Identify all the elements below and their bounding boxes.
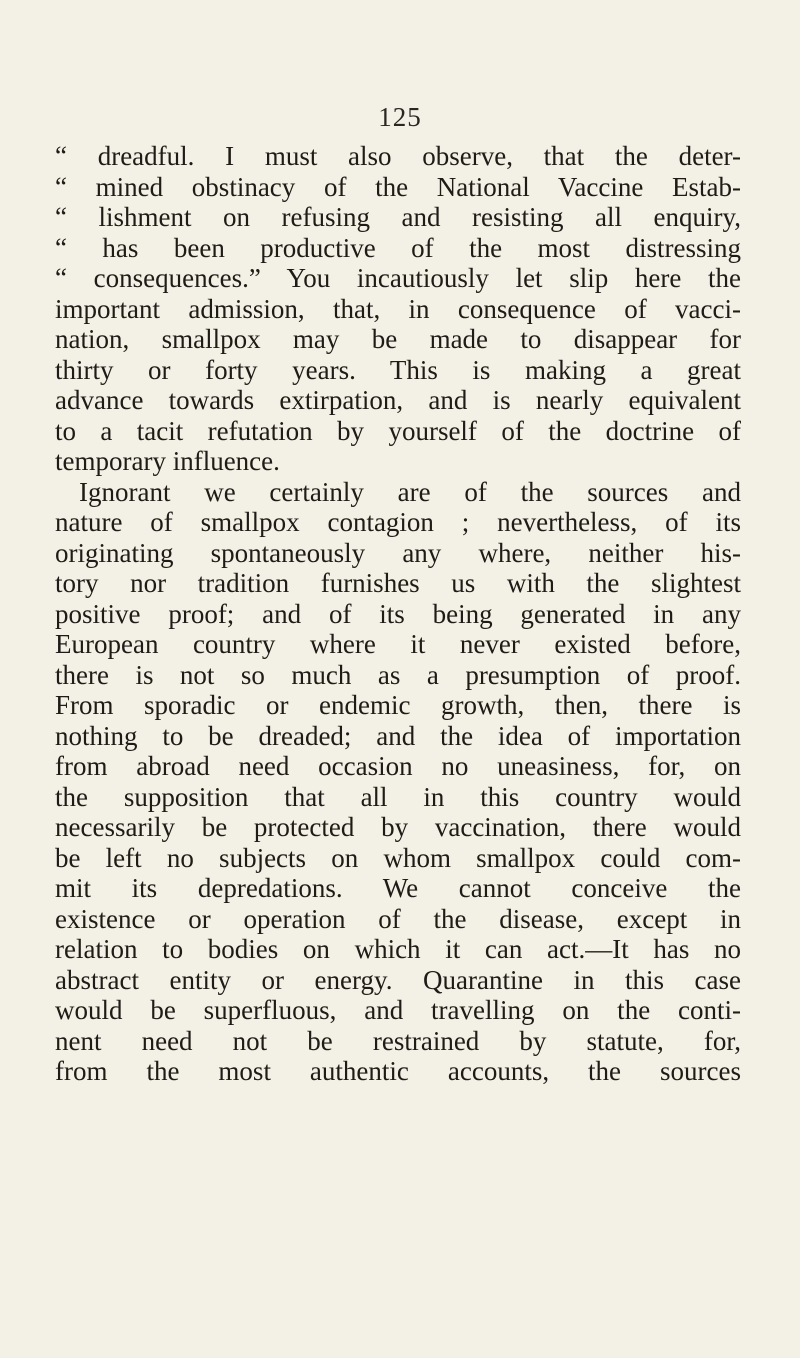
text-line: be left no subjects on whom smallpox could com- bbox=[55, 842, 741, 873]
text-line: nature of smallpox contagion ; nevertheless, of its bbox=[55, 507, 741, 537]
page-number: 125 bbox=[378, 102, 422, 132]
text-line: originating spontaneously any where, neither his- bbox=[55, 537, 741, 568]
text-line: would be superfluous, and travelling on the conti- bbox=[55, 995, 741, 1025]
text-line: nation, smallpox may be made to disappear for bbox=[55, 324, 741, 354]
text-line: mit its depredations. We cannot conceive the bbox=[55, 873, 741, 903]
text-line: nothing to be dreaded; and the idea of importation bbox=[55, 720, 741, 751]
text-line: “ consequences.” You incautiously let slip here the bbox=[55, 263, 741, 293]
text-line: from abroad need occasion no uneasiness, for, on bbox=[55, 751, 741, 781]
text-line: European country where it never existed before, bbox=[55, 629, 741, 659]
text-line: there is not so much as a presumption of proof. bbox=[55, 659, 741, 690]
text-line: the supposition that all in this country would bbox=[55, 781, 741, 812]
paragraph-start-line: Ignorant we certainly are of the sources and bbox=[79, 476, 741, 507]
text-line: nent need not be restrained by statute, for, bbox=[55, 1025, 741, 1056]
text-line: “ mined obstinacy of the National Vaccine Estab- bbox=[55, 171, 741, 202]
text-line: important admission, that, in consequence of vacci- bbox=[55, 293, 741, 324]
text-line: necessarily be protected by vaccination, there would bbox=[55, 812, 741, 842]
text-line: existence or operation of the disease, except in bbox=[55, 903, 741, 934]
text-line: tory nor tradition furnishes us with the slightest bbox=[55, 568, 741, 598]
text-line: “ has been productive of the most distressing bbox=[55, 232, 741, 263]
text-line: positive proof; and of its being generated in any bbox=[55, 598, 741, 629]
text-line: thirty or forty years. This is making a great bbox=[55, 354, 741, 385]
text-line: relation to bodies on which it can act.—It has no bbox=[55, 934, 741, 964]
paragraph-end-line: temporary influence. bbox=[55, 446, 280, 476]
text-line: advance towards extirpation, and is nearly equivalent bbox=[55, 385, 741, 415]
text-line: from the most authentic accounts, the sources bbox=[55, 1056, 741, 1086]
text-line: abstract entity or energy. Quarantine in this case bbox=[55, 964, 741, 995]
text-line: From sporadic or endemic growth, then, there is bbox=[55, 690, 741, 720]
body-text bbox=[55, 141, 741, 1087]
text-line: “ lishment on refusing and resisting all enquiry, bbox=[55, 202, 741, 232]
text-line: “ dreadful. I must also observe, that the deter- bbox=[55, 141, 741, 171]
text-line: to a tacit refutation by yourself of the doctrine of bbox=[55, 415, 741, 446]
